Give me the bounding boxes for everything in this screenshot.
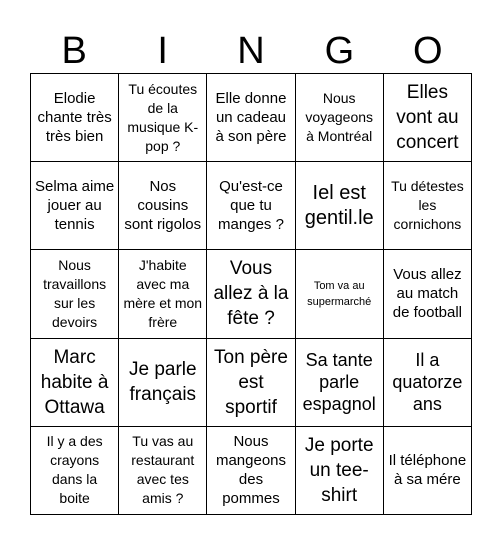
cell-text: Marc habite à Ottawa [40, 346, 109, 418]
cell-text: Tom va au supermarché [307, 279, 372, 308]
bingo-cell[interactable] [31, 339, 119, 427]
bingo-cell[interactable] [207, 162, 295, 250]
cell-text: Elles vont au concert [396, 82, 459, 154]
bingo-cell[interactable] [119, 162, 207, 250]
bingo-cell[interactable] [31, 162, 119, 250]
header-letter-i: I [157, 30, 168, 72]
bingo-cell[interactable] [207, 339, 295, 427]
cell-text: Vous allez au match de football [392, 266, 462, 322]
bingo-cell[interactable] [119, 74, 207, 162]
bingo-cell[interactable] [384, 250, 472, 338]
bingo-cell[interactable] [31, 250, 119, 338]
bingo-grid [30, 73, 472, 515]
cell-text: Ton père est sportif [214, 346, 288, 418]
header-letter-n: N [237, 30, 265, 72]
bingo-cell[interactable] [384, 162, 472, 250]
cell-text: Elodie chante très très bien [37, 90, 112, 146]
cell-text: Tu vas au restaurant avec tes amis ? [131, 433, 195, 507]
header-letter-b: B [61, 30, 87, 72]
cell-text: Vous allez à la fête ? [213, 258, 289, 330]
bingo-cell[interactable] [31, 427, 119, 515]
cell-text: Nous travaillons sur les devoirs [43, 256, 107, 330]
cell-text: Nous mangeons des pommes [215, 433, 287, 508]
cell-text: Je parle français [128, 359, 197, 406]
bingo-cell[interactable] [296, 250, 384, 338]
header-letter-o: O [413, 30, 443, 72]
cell-text: Tu écoutes de la musique K-pop ? [127, 80, 199, 154]
bingo-cell[interactable] [296, 162, 384, 250]
cell-text: Qu'est-ce que tu manges ? [218, 178, 284, 234]
bingo-cell[interactable] [207, 427, 295, 515]
cell-text: Il téléphone à sa mére [388, 452, 467, 489]
bingo-cell[interactable] [119, 250, 207, 338]
cell-text: Tu détestes les cornichons [391, 178, 464, 233]
cell-text: Iel est gentil.le [304, 181, 374, 229]
bingo-cell[interactable] [207, 250, 295, 338]
bingo-cell[interactable] [207, 74, 295, 162]
cell-text: Il y a des crayons dans la boite [46, 433, 103, 507]
bingo-header [30, 30, 472, 72]
cell-text: Elle donne un cadeau à son père [215, 90, 287, 146]
bingo-cell[interactable] [384, 339, 472, 427]
bingo-cell[interactable] [384, 427, 472, 515]
cell-text: Nos cousins sont rigolos [124, 178, 202, 234]
cell-text: J'habite avec ma mère et mon frère [123, 256, 203, 330]
cell-text: Nous voyageons à Montréal [305, 90, 374, 145]
bingo-cell[interactable] [119, 339, 207, 427]
cell-text: Sa tante parle espagnol [302, 350, 376, 415]
cell-text: Je porte un tee-shirt [304, 434, 374, 506]
cell-text: Il a quatorze ans [392, 350, 463, 415]
bingo-cell[interactable] [296, 74, 384, 162]
header-letter-g: G [324, 30, 355, 72]
bingo-cell[interactable] [384, 74, 472, 162]
cell-text: Selma aime jouer au tennis [35, 178, 115, 234]
bingo-cell[interactable] [296, 339, 384, 427]
bingo-cell[interactable] [296, 427, 384, 515]
bingo-cell[interactable] [31, 74, 119, 162]
bingo-cell[interactable] [119, 427, 207, 515]
